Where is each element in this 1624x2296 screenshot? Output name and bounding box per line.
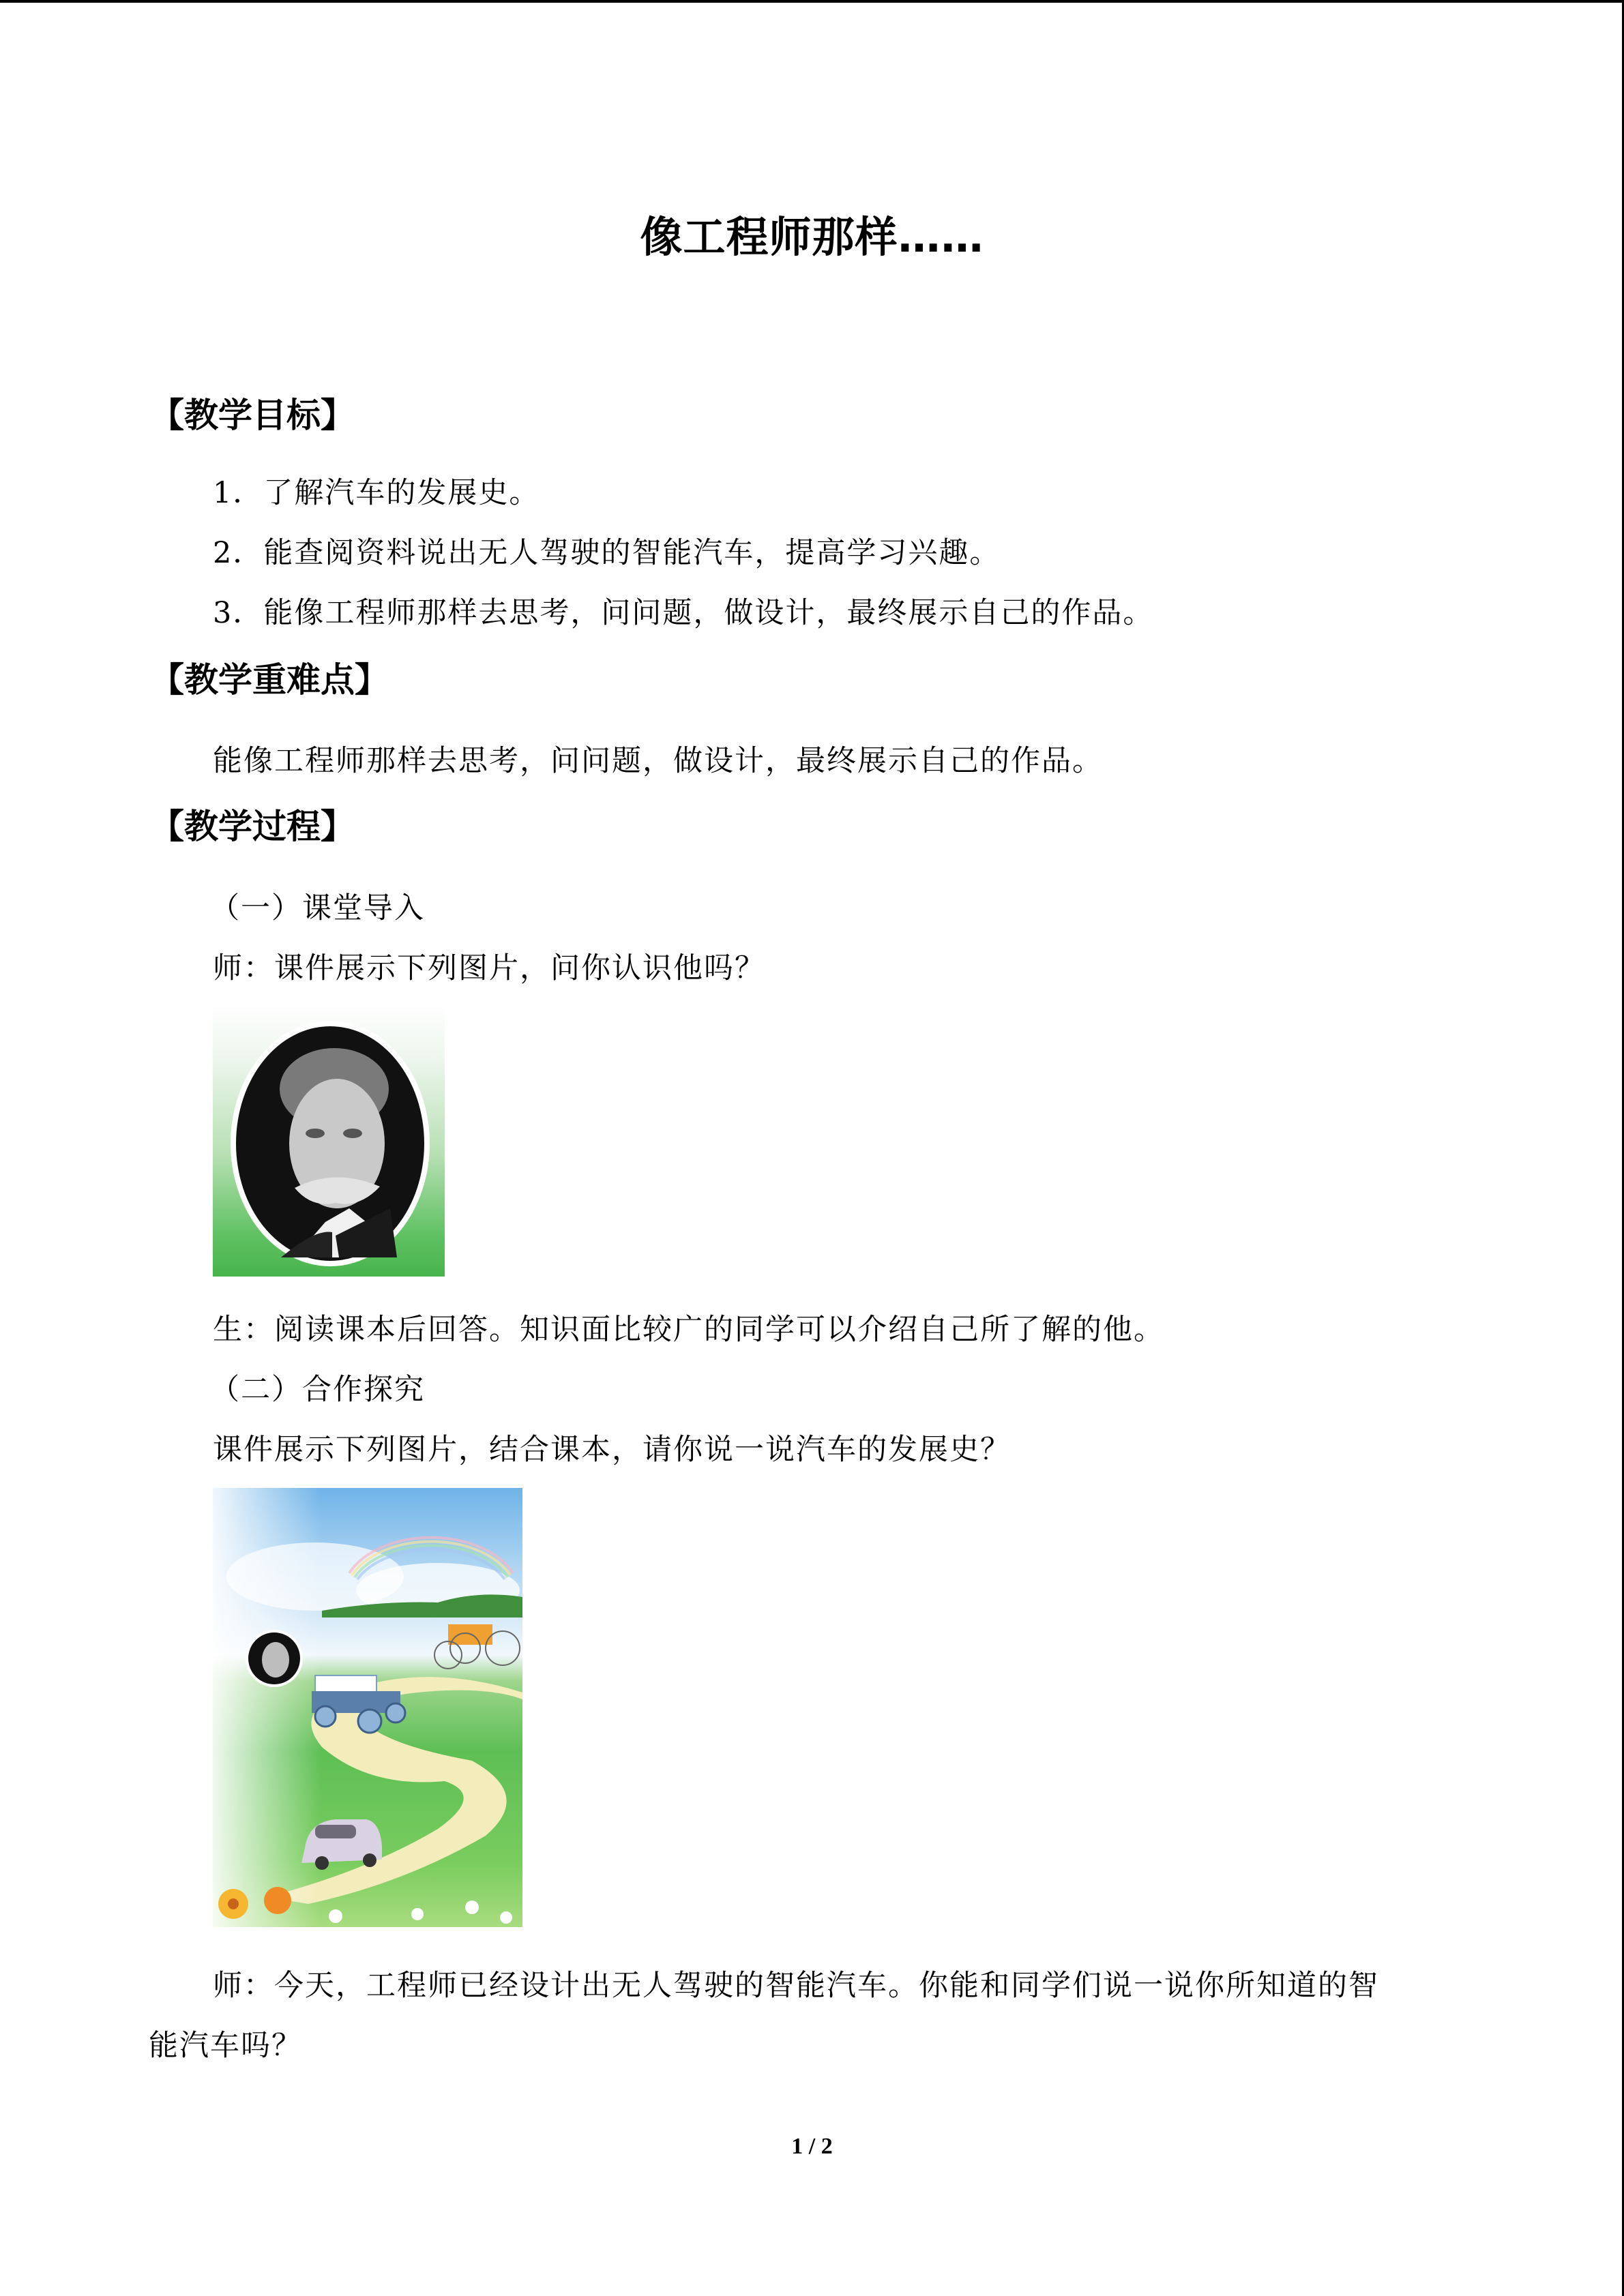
student-answer: 生：阅读课本后回答。知识面比较广的同学可以介绍自己所了解的他。 [213, 1313, 1164, 1347]
teacher-question-1: 师：课件展示下列图片，问你认识他吗？ [213, 951, 765, 985]
portrait-image [213, 1004, 445, 1277]
objective-item-2: 2．能查阅资料说出无人驾驶的智能汽车，提高学习兴趣。 [213, 536, 1001, 570]
explore-prompt: 课件展示下列图片，结合课本，请你说一说汽车的发展史？ [213, 1433, 1011, 1467]
page-number: 1 / 2 [791, 2134, 833, 2159]
teacher-question-2-line2: 能汽车吗？ [149, 2029, 302, 2063]
subheading-explore: （二）合作探究 [210, 1373, 425, 1407]
key-points-paragraph: 能像工程师那样去思考，问问题，做设计，最终展示自己的作品。 [213, 744, 1103, 778]
car-history-image [213, 1488, 522, 1927]
objective-item-1: 1．了解汽车的发展史。 [213, 476, 540, 510]
teacher-question-2-line1: 师：今天，工程师已经设计出无人驾驶的智能汽车。你能和同学们说一说你所知道的智 [213, 1969, 1379, 2003]
page-top-border [0, 0, 1624, 3]
section-heading-key-points: 【教学重难点】 [150, 660, 389, 700]
section-heading-objectives: 【教学目标】 [150, 396, 355, 435]
section-heading-process: 【教学过程】 [150, 807, 355, 846]
subheading-intro: （一）课堂导入 [210, 891, 425, 925]
portrait-illustration [213, 1004, 445, 1277]
objective-item-3: 3．能像工程师那样去思考，问问题，做设计，最终展示自己的作品。 [213, 596, 1154, 630]
page-title: 像工程师那样…… [640, 212, 984, 262]
car-history-illustration [213, 1488, 522, 1927]
